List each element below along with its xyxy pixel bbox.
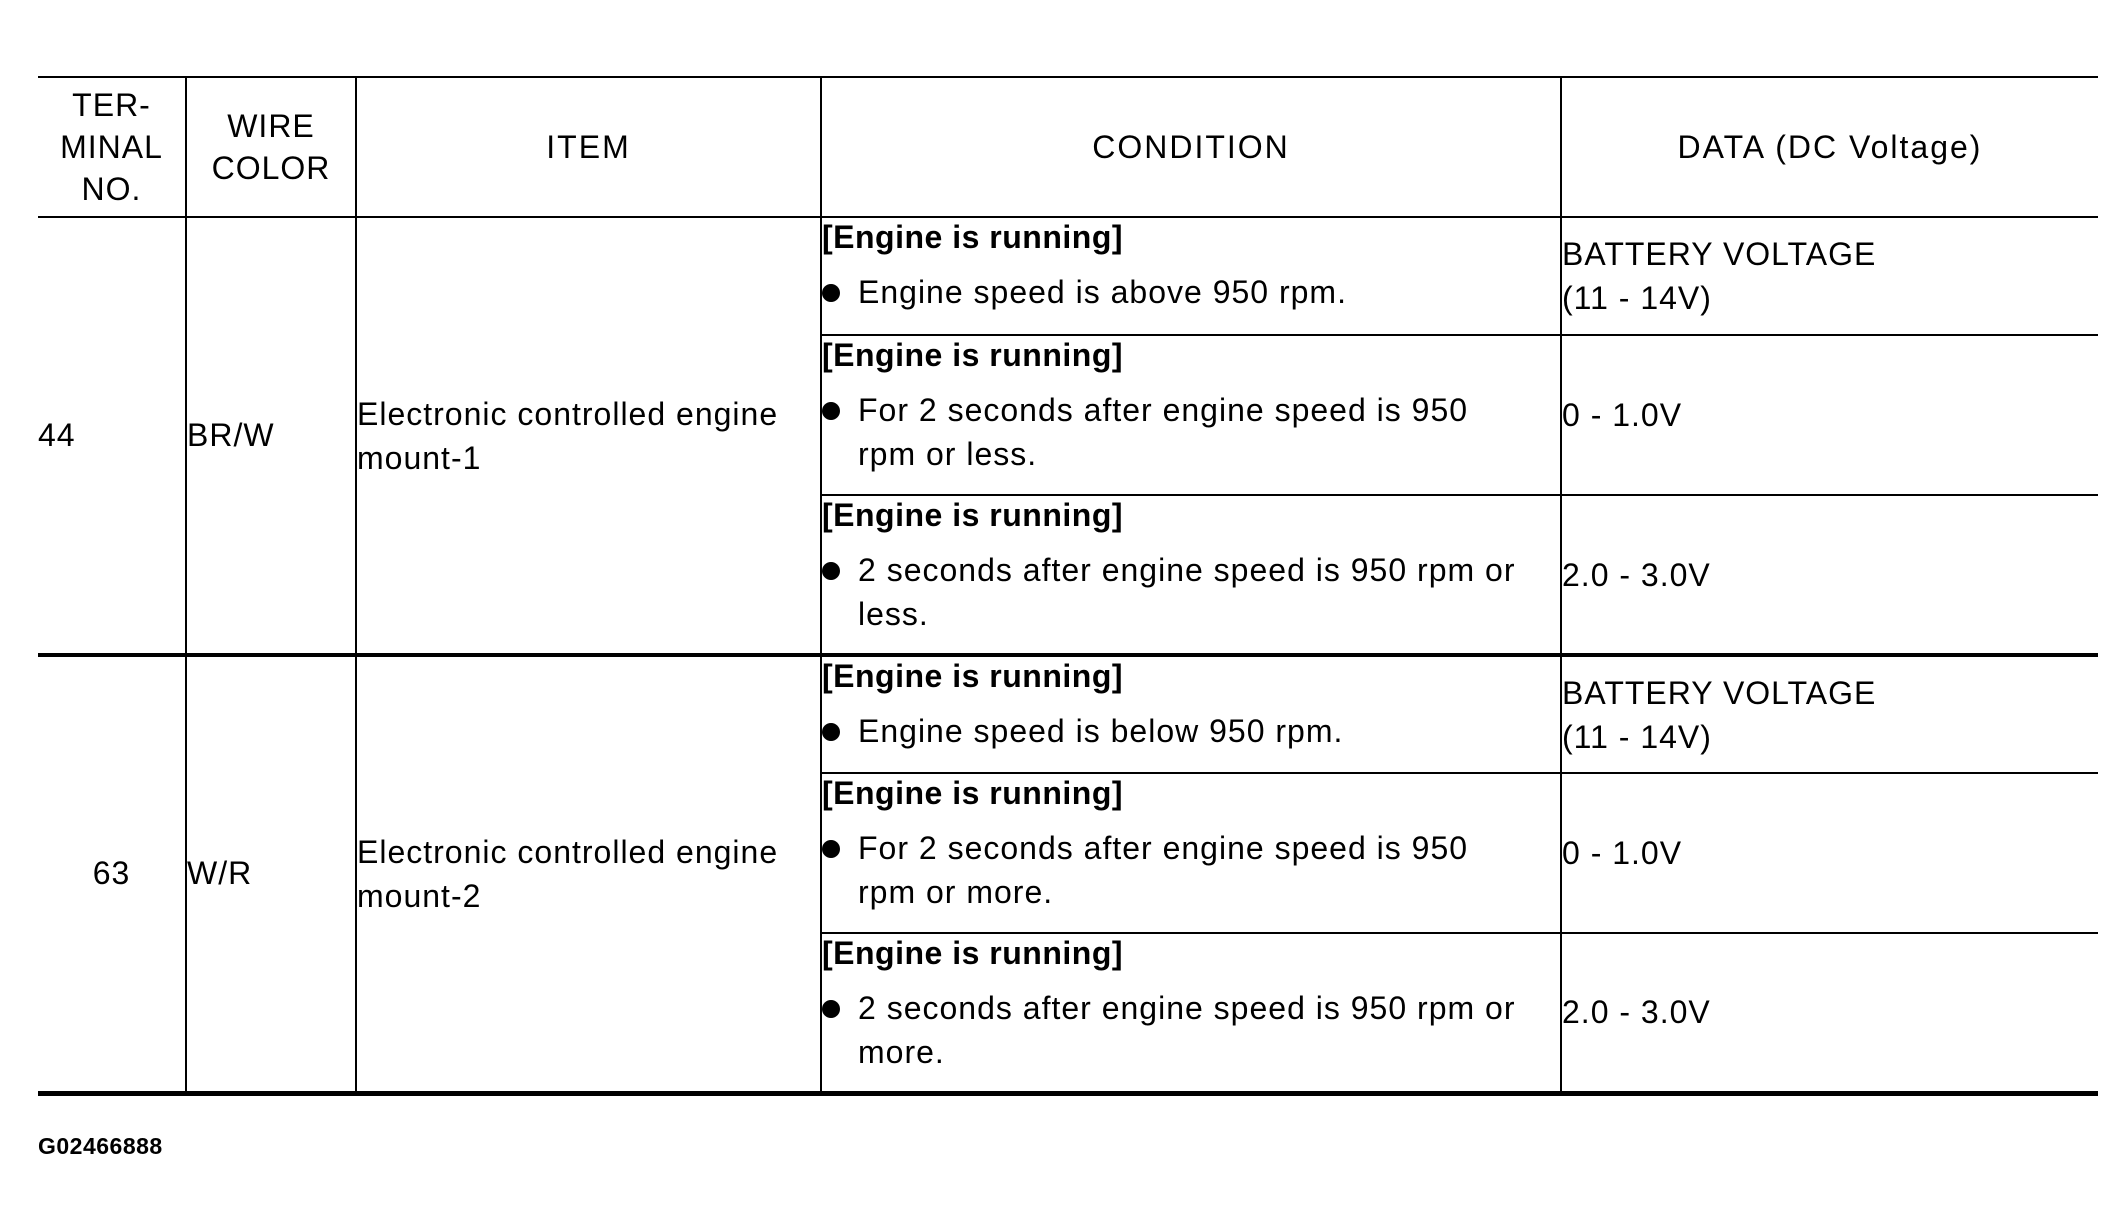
item-line: Electronic controlled engine	[357, 833, 779, 870]
figure-code: G02466888	[38, 1133, 163, 1159]
bullet-icon	[822, 284, 840, 302]
header-wire-color	[186, 77, 356, 217]
header-condition: CONDITION	[821, 77, 1561, 217]
data-line: BATTERY VOLTAGE	[1562, 236, 1877, 272]
terminal-number: 44	[38, 217, 186, 655]
condition-text	[858, 986, 1515, 1074]
terminal-group-44	[38, 217, 2098, 655]
condition-text-line: For 2 seconds after engine speed is 950	[858, 392, 1469, 428]
condition-heading: [Engine is running]	[822, 219, 1124, 255]
data-line: (11 - 14V)	[1562, 280, 1712, 316]
table-row	[38, 655, 2098, 773]
condition-cell	[821, 933, 1561, 1093]
condition-heading: [Engine is running]	[822, 935, 1124, 971]
terminal-data-table-container	[38, 76, 2098, 1096]
item-description	[356, 217, 821, 655]
data-line: (11 - 14V)	[1562, 719, 1712, 755]
terminal-data-table	[38, 76, 2098, 1096]
bullet-icon	[822, 402, 840, 420]
condition-bullet-item	[822, 548, 1560, 636]
condition-cell	[821, 495, 1561, 655]
condition-text-line: For 2 seconds after engine speed is 950	[858, 830, 1469, 866]
data-cell: 2.0 - 3.0V	[1561, 933, 2098, 1093]
header-wire-color-line: COLOR	[211, 150, 331, 186]
bullet-icon	[822, 840, 840, 858]
condition-text: Engine speed is above 950 rpm.	[858, 274, 1347, 310]
item-description	[356, 655, 821, 1093]
condition-heading: [Engine is running]	[822, 337, 1124, 373]
bullet-icon	[822, 562, 840, 580]
condition-bullet-item	[822, 986, 1560, 1074]
header-terminal-no-line: NO.	[81, 171, 142, 207]
wire-color: W/R	[186, 655, 356, 1093]
wire-color: BR/W	[186, 217, 356, 655]
header-terminal-no-line: TER-	[72, 87, 151, 123]
header-terminal-no	[38, 77, 186, 217]
condition-cell	[821, 217, 1561, 335]
condition-text	[858, 388, 1468, 476]
condition-text	[858, 548, 1515, 636]
bullet-icon	[822, 1000, 840, 1018]
condition-cell	[821, 655, 1561, 773]
header-data: DATA (DC Voltage)	[1561, 77, 2098, 217]
condition-bullet-item	[822, 388, 1560, 476]
header-terminal-no-line: MINAL	[60, 129, 163, 165]
condition-text-line: more.	[858, 1034, 945, 1070]
table-row	[38, 217, 2098, 335]
terminal-group-63	[38, 655, 2098, 1093]
table-header-row	[38, 77, 2098, 217]
condition-bullet-item	[822, 270, 1560, 314]
condition-text: Engine speed is below 950 rpm.	[858, 713, 1344, 749]
data-cell: 0 - 1.0V	[1561, 773, 2098, 933]
condition-cell	[821, 335, 1561, 495]
condition-bullet-item	[822, 709, 1560, 753]
header-wire-color-line: WIRE	[227, 108, 315, 144]
condition-text-line: 2 seconds after engine speed is 950 rpm or	[858, 990, 1516, 1026]
condition-cell	[821, 773, 1561, 933]
condition-text	[858, 826, 1468, 914]
data-cell: 0 - 1.0V	[1561, 335, 2098, 495]
condition-bullet-item	[822, 826, 1560, 914]
condition-text-line: rpm or less.	[858, 436, 1038, 472]
item-line: Electronic controlled engine	[357, 395, 779, 432]
data-cell	[1561, 217, 2098, 335]
condition-heading: [Engine is running]	[822, 658, 1124, 694]
header-item: ITEM	[356, 77, 821, 217]
data-line: BATTERY VOLTAGE	[1562, 675, 1877, 711]
bullet-icon	[822, 723, 840, 741]
condition-text-line: rpm or more.	[858, 874, 1054, 910]
terminal-number: 63	[38, 655, 186, 1093]
condition-heading: [Engine is running]	[822, 497, 1124, 533]
condition-heading: [Engine is running]	[822, 775, 1124, 811]
item-line: mount-2	[357, 877, 482, 914]
data-cell	[1561, 655, 2098, 773]
data-cell: 2.0 - 3.0V	[1561, 495, 2098, 655]
item-line: mount-1	[357, 439, 482, 476]
condition-text-line: less.	[858, 596, 929, 632]
condition-text-line: 2 seconds after engine speed is 950 rpm or	[858, 552, 1516, 588]
